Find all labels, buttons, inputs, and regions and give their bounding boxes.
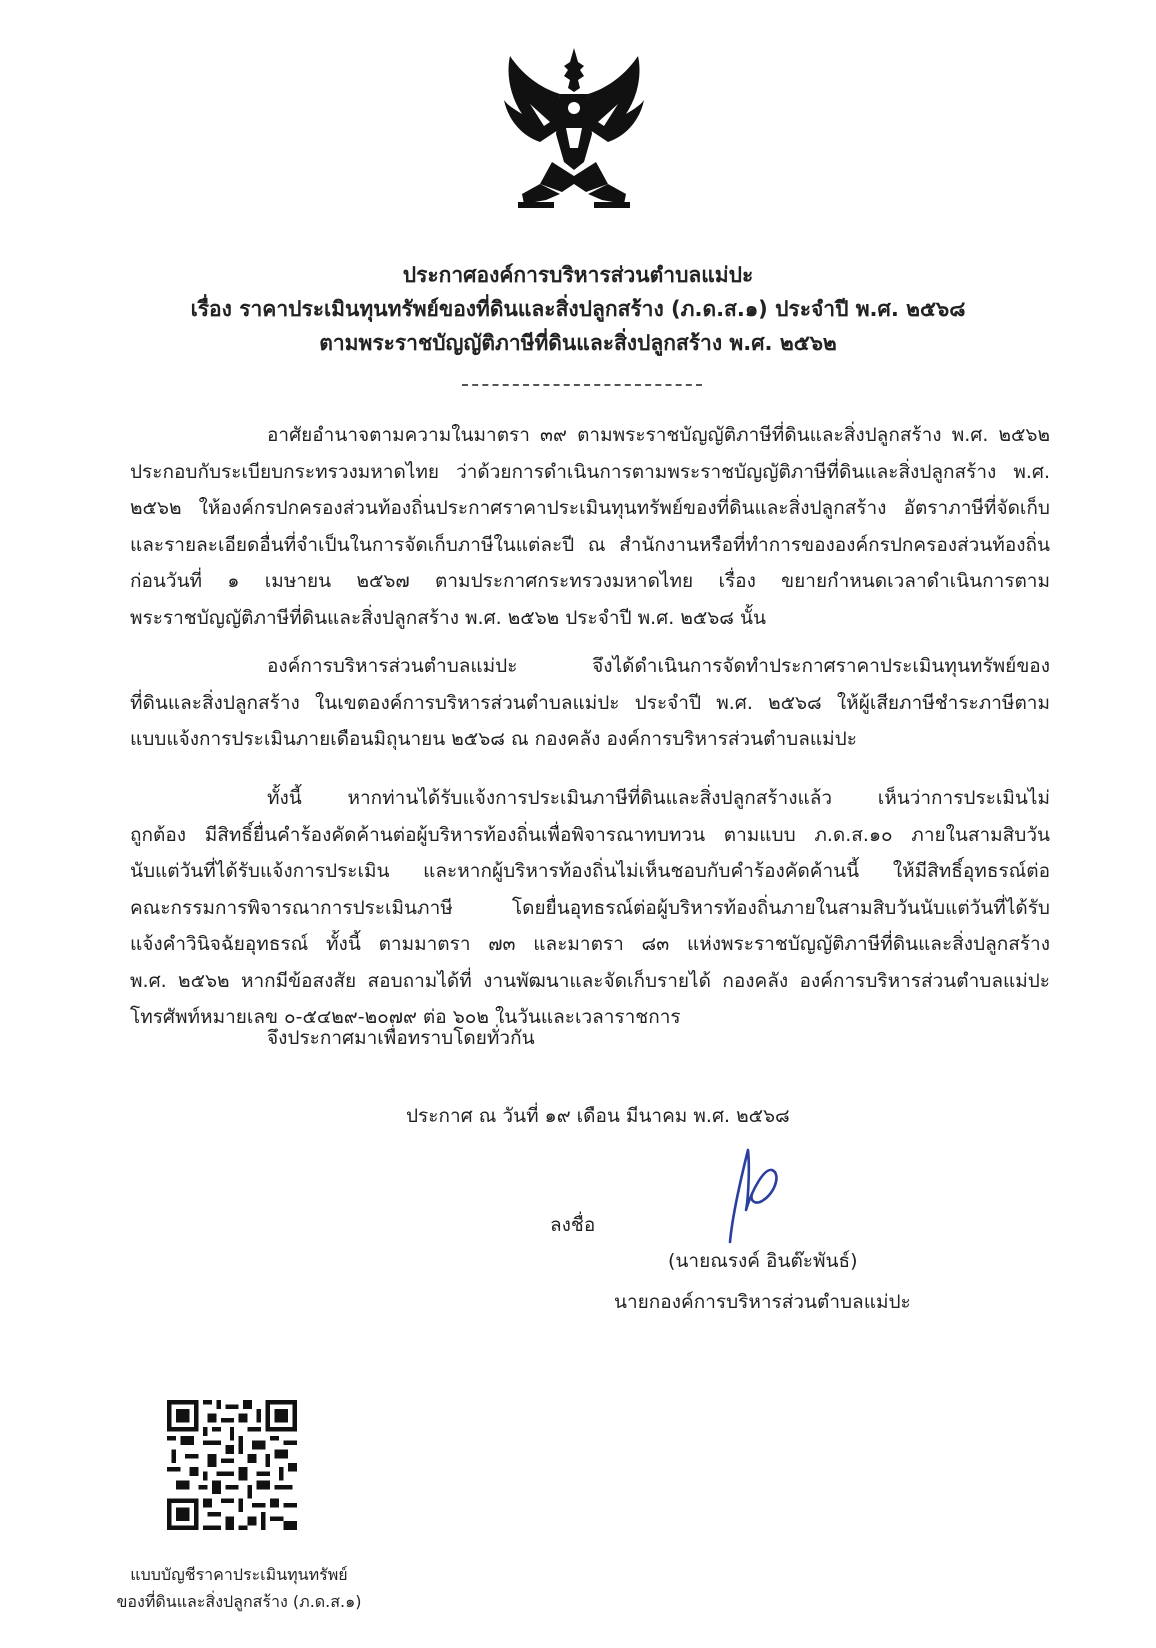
paragraph-2-line: ที่ดินและสิ่งปลูกสร้าง ในเขตองค์การบริหารส่วนตำบลแม่ปะ ประจำปี พ.ศ. ๒๕๖๘ ให้ผู้เสียภาษีชำระภาษีตาม (130, 691, 1050, 714)
paragraph-3-line: โทรศัพท์หมายเลข ๐-๕๔๒๙-๒๐๗๙ ต่อ ๖๐๒ ในวันและเวลาราชการ (130, 1006, 681, 1028)
paragraph-3-line: ถูกต้อง มีสิทธิ์ยื่นคำร้องคัดค้านต่อผู้บริหารท้องถิ่นเพื่อพิจารณาทบทวน ตามแบบ ภ.ด.ส.๑๐ ภายในสามสิบวัน (130, 823, 1050, 846)
signer-title: นายกองค์การบริหารส่วนตำบลแม่ปะ (614, 1291, 911, 1313)
paragraph-3 (130, 780, 1050, 1036)
paragraph-2-line: แบบแจ้งการประเมินภายเดือนมิถุนายน ๒๕๖๘ ณ กองคลัง องค์การบริหารส่วนตำบลแม่ปะ (130, 728, 857, 750)
paragraph-3-line: พ.ศ. ๒๕๖๒ หากมีข้อสงสัย สอบถามได้ที่ งานพัฒนาและจัดเก็บรายได้ กองคลัง องค์การบริหารส่วนตำบลแม่ปะ (130, 969, 1050, 992)
paragraph-3-line: คณะกรรมการพิจารณาการประเมินภาษี โดยยื่นอุทธรณ์ต่อผู้บริหารท้องถิ่นภายในสามสิบวันนับแต่วันที่ได้รับ (130, 896, 1050, 919)
title-line-2: เรื่อง ราคาประเมินทุนทรัพย์ของที่ดินและสิ่งปลูกสร้าง (ภ.ด.ส.๑) ประจำปี พ.ศ. ๒๕๖๘ (190, 297, 966, 321)
title-line-1: ประกาศองค์การบริหารส่วนตำบลแม่ปะ (402, 263, 754, 287)
paragraph-2 (130, 648, 1050, 758)
title-line-3: ตามพระราชบัญญัติภาษีที่ดินและสิ่งปลูกสร้าง พ.ศ. ๒๕๖๒ (319, 331, 837, 355)
qr-caption (108, 1561, 370, 1615)
paragraph-1-line: และรายละเอียดอื่นที่จำเป็นในการจัดเก็บภาษีในแต่ละปี ณ สำนักงานหรือที่ทำการขององค์กรปกครองส่วนท้องถิ่น (130, 533, 1050, 556)
paragraph-1-line: ประกอบกับระเบียบกระทรวงมหาดไทย ว่าด้วยการดำเนินการตามพระราชบัญญัติภาษีที่ดินและสิ่งปลูกสร้าง พ.ศ. (130, 460, 1050, 483)
handwritten-signature (708, 1140, 788, 1250)
closing-statement: จึงประกาศมาเพื่อทราบโดยทั่วกัน (267, 1027, 535, 1049)
qr-caption-line-1: แบบบัญชีราคาประเมินทุนทรัพย์ (130, 1565, 348, 1584)
paragraph-1-line: ๒๕๖๒ ให้องค์กรปกครองส่วนท้องถิ่นประกาศราคาประเมินทุนทรัพย์ของที่ดินและสิ่งปลูกสร้าง อัตราภาษีที่จัดเก็บ (130, 497, 1050, 519)
garuda-emblem-icon (500, 44, 648, 212)
paragraph-1 (130, 417, 1050, 636)
signature-label: ลงชื่อ (550, 1214, 596, 1236)
document-title (60, 258, 1096, 360)
paragraph-2-line: องค์การบริหารส่วนตำบลแม่ปะ จึงได้ดำเนินการจัดทำประกาศราคาประเมินทุนทรัพย์ของ (267, 655, 1050, 677)
qr-code[interactable] (167, 1400, 297, 1530)
announcement-date: ประกาศ ณ วันที่ ๑๙ เดือน มีนาคม พ.ศ. ๒๕๖๘ (406, 1105, 790, 1127)
paragraph-1-line: พระราชบัญญัติภาษีที่ดินและสิ่งปลูกสร้าง พ.ศ. ๒๕๖๒ ประจำปี พ.ศ. ๒๕๖๘ นั้น (130, 606, 766, 629)
signer-name: (นายณรงค์ อินต๊ะพันธ์) (668, 1250, 858, 1272)
paragraph-1-line: อาศัยอำนาจตามความในมาตรา ๓๙ ตามพระราชบัญญัติภาษีที่ดินและสิ่งปลูกสร้าง พ.ศ. ๒๕๖๒ (267, 424, 1050, 446)
paragraph-1-line: ก่อนวันที่ ๑ เมษายน ๒๕๖๗ ตามประกาศกระทรวงมหาดไทย เรื่อง ขยายกำหนดเวลาดำเนินการตาม (130, 570, 1050, 592)
title-divider (462, 384, 702, 386)
paragraph-3-line: แจ้งคำวินิจฉัยอุทธรณ์ ทั้งนี้ ตามมาตรา ๗๓ และมาตรา ๘๓ แห่งพระราชบัญญัติภาษีที่ดินและสิ่งปลูกสร้าง (130, 933, 1050, 955)
paragraph-3-line: นับแต่วันที่ได้รับแจ้งการประเมิน และหากผู้บริหารท้องถิ่นไม่เห็นชอบกับคำร้องคัดค้านนี้ ให้มีสิทธิ์อุทธรณ์ต่อ (130, 860, 1050, 882)
paragraph-3-line: ทั้งนี้ หากท่านได้รับแจ้งการประเมินภาษีที่ดินและสิ่งปลูกสร้างแล้ว เห็นว่าการประเมินไม่ (267, 787, 1050, 809)
qr-caption-line-2: ของที่ดินและสิ่งปลูกสร้าง (ภ.ด.ส.๑) (116, 1592, 362, 1611)
